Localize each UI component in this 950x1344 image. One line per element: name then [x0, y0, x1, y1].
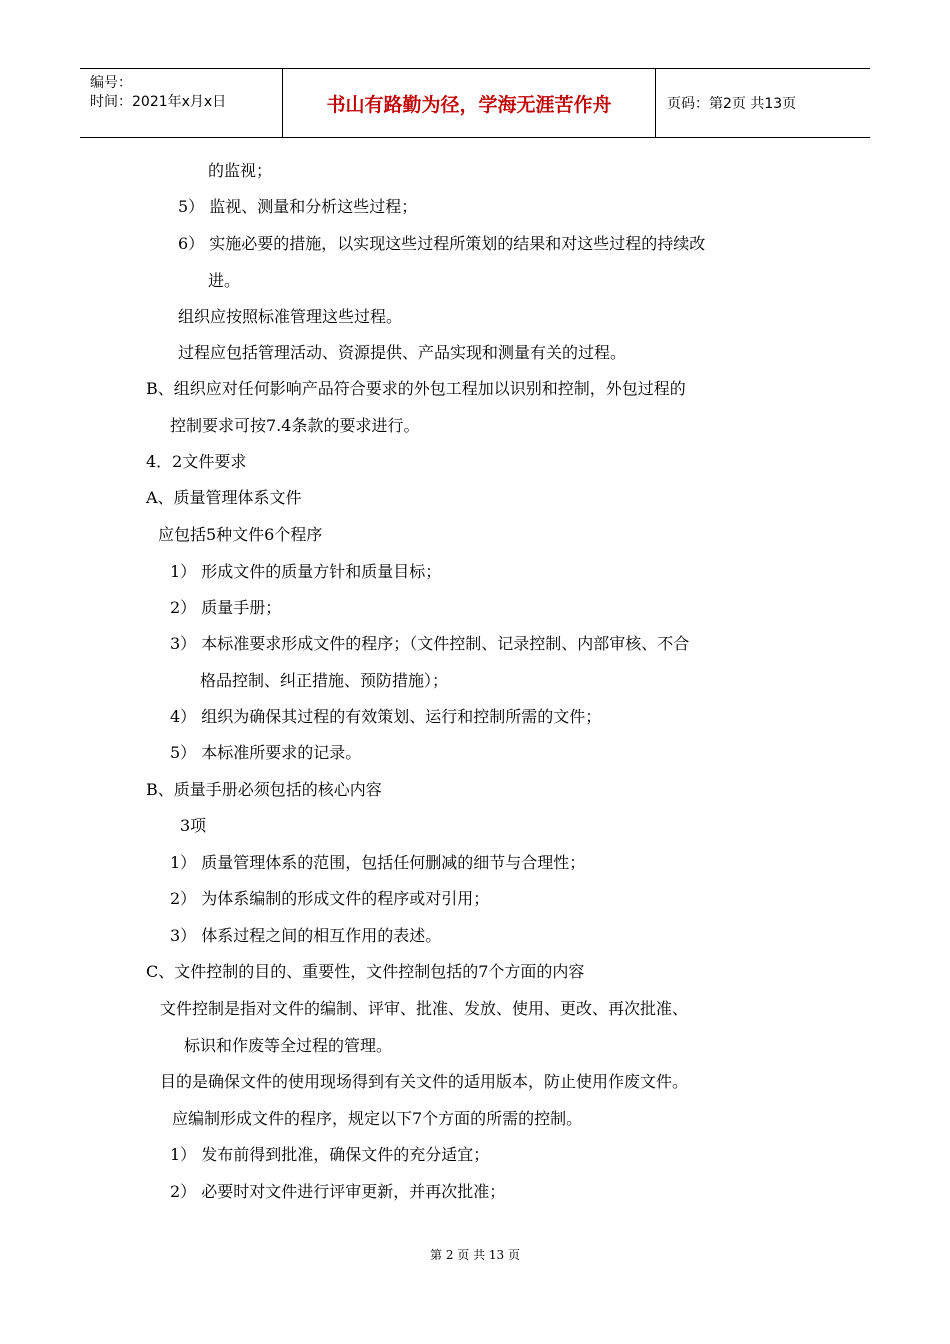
- list-item: 2） 为体系编制的形成文件的程序或对引用；: [170, 889, 490, 908]
- document-number-label: 编号：: [90, 75, 132, 91]
- list-item: 2） 质量手册；: [170, 598, 282, 617]
- header-motto: 书山有路勤为径，学海无涯苦作舟: [326, 93, 612, 116]
- body-line: 进。: [208, 271, 241, 290]
- body-line: C、文件控制的目的、重要性，文件控制包括的7个方面的内容: [146, 962, 585, 981]
- list-item-continuation: 格品控制、纠正措施、预防措施）；: [200, 671, 449, 690]
- page-footer: 第 2 页 共 13 页: [430, 1248, 520, 1262]
- page-header: [80, 68, 870, 138]
- body-line: A、质量管理体系文件: [146, 488, 302, 507]
- body-line: 的监视；: [208, 161, 273, 180]
- body-line: B、质量手册必须包括的核心内容: [146, 780, 382, 799]
- list-item: 1） 质量管理体系的范围，包括任何删减的细节与合理性；: [170, 853, 586, 872]
- body-line: 5） 监视、测量和分析这些过程；: [178, 197, 418, 216]
- list-item: 3） 本标准要求形成文件的程序；（文件控制、记录控制、内部审核、不合: [170, 634, 690, 653]
- header-left-cell: [80, 69, 282, 137]
- body-line: 过程应包括管理活动、资源提供、产品实现和测量有关的过程。: [178, 343, 627, 362]
- body-line: 标识和作废等全过程的管理。: [184, 1036, 393, 1055]
- list-item: 1） 发布前得到批准，确保文件的充分适宜；: [170, 1145, 490, 1164]
- section-heading: 4．2文件要求: [146, 452, 247, 471]
- list-item: 2） 必要时对文件进行评审更新，并再次批准；: [170, 1182, 506, 1201]
- list-item: 4） 组织为确保其过程的有效策划、运行和控制所需的文件；: [170, 707, 602, 726]
- body-line: 目的是确保文件的使用现场得到有关文件的适用版本，防止使用作废文件。: [160, 1072, 689, 1091]
- list-item: 5） 本标准所要求的记录。: [170, 743, 362, 762]
- header-page-cell: [655, 69, 870, 137]
- document-time-label: 时间：2021年x月x日: [90, 94, 227, 110]
- list-item: 1） 形成文件的质量方针和质量目标；: [170, 562, 442, 581]
- body-line: 3项: [180, 816, 207, 835]
- body-line: 文件控制是指对文件的编制、评审、批准、发放、使用、更改、再次批准、: [160, 999, 689, 1018]
- body-line: B、组织应对任何影响产品符合要求的外包工程加以识别和控制，外包过程的: [146, 379, 686, 398]
- list-item: 3） 体系过程之间的相互作用的表述。: [170, 926, 442, 945]
- body-line: 控制要求可按7.4条款的要求进行。: [170, 416, 420, 435]
- body-line: 应包括5种文件6个程序: [158, 525, 323, 544]
- header-page-info: 页码：第2页 共13页: [667, 96, 797, 112]
- body-line: 应编制形成文件的程序，规定以下7个方面的所需的控制。: [172, 1109, 583, 1128]
- header-motto-cell: [282, 69, 656, 137]
- body-line: 组织应按照标准管理这些过程。: [178, 307, 403, 326]
- body-line: 6） 实施必要的措施，以实现这些过程所策划的结果和对这些过程的持续改: [178, 234, 706, 253]
